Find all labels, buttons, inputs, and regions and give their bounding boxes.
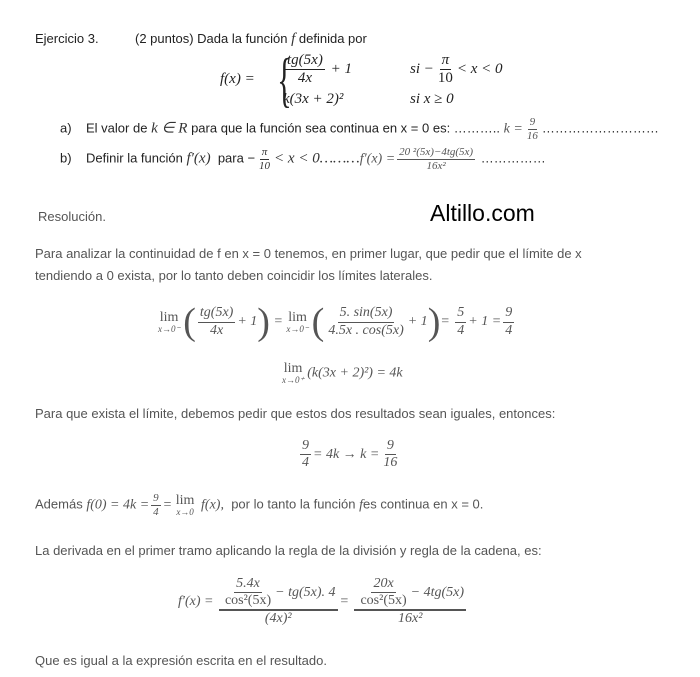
eq4-id2: cos²(5x)	[360, 593, 407, 609]
lim-label-2: lim	[288, 309, 307, 325]
piece2: k(3x + 2)²	[283, 91, 344, 107]
eq3-bn: 9	[385, 438, 396, 455]
lim2-label: lim	[283, 361, 303, 376]
eq4-den2: 16x²	[398, 611, 423, 627]
qb-ten: 10	[259, 159, 271, 172]
qb-label: b)	[60, 150, 72, 166]
qb-answer-den: 16x²	[426, 159, 446, 172]
qb-pi: π	[261, 146, 268, 158]
cond1-den: 10	[437, 70, 453, 87]
eq1-num1: tg(5x)	[198, 305, 235, 322]
eq1-r2n: 9	[503, 305, 514, 322]
paragraph-6: Que es igual a la expresión escrita en el resultado.	[35, 653, 327, 668]
cond1-b: < x < 0	[456, 61, 503, 78]
intro-text: (2 puntos) Dada la función	[135, 31, 288, 46]
exercise-intro	[135, 31, 367, 48]
exercise-number: Ejercicio 3.	[35, 31, 99, 46]
eq1-r1d: 4	[457, 322, 465, 338]
eq4-id1: cos²(5x)	[224, 593, 272, 609]
qb-answer: f′(x) =	[359, 151, 396, 167]
condition2: si x ≥ 0	[410, 91, 454, 107]
eq4-den1: (4x)²	[264, 611, 292, 627]
eq1-plus1: + 1	[237, 314, 258, 330]
eq3-bd: 16	[383, 455, 398, 471]
eq1-den1: 4x	[210, 322, 224, 338]
paragraph-5: La derivada en el primer tramo aplicando la regla de la división y regla de la cadena, es:	[35, 543, 542, 558]
lim-sub-2: x→0⁻	[286, 323, 309, 334]
equation-k	[298, 438, 401, 471]
lim-label: lim	[159, 309, 179, 325]
eq1-r1n: 5	[455, 305, 466, 322]
cond1-a: si −	[410, 61, 434, 78]
eq4-rest2: − 4tg(5x)	[410, 584, 465, 600]
piece1	[283, 52, 352, 88]
lim-sub: x→0⁻	[158, 323, 181, 334]
piece1-den: 4x	[297, 70, 312, 87]
eq4-rest1: − tg(5x). 4	[275, 584, 336, 600]
p4-m2: =	[162, 497, 173, 513]
intro-text-2: definida por	[298, 31, 367, 46]
resolution-heading: Resolución.	[38, 209, 106, 224]
eq1-num2: 5. sin(5x)	[338, 305, 395, 322]
eq1-r2d: 4	[505, 322, 513, 338]
piece1-num: tg(5x)	[285, 52, 325, 70]
eq3-mid: = 4k → k =	[313, 446, 380, 462]
equation-left-limit: lim x→0⁻ ( $\frac{tg(5x)}{4x}$ + 1) = lim x→0⁻ ( $\frac{5. \sin(5x)}{4.5x . \cos(5x)}$ + 1)= $\frac{5}{4}$ + 1 = $\frac{9}{4}$	[158, 301, 513, 343]
eq3-ad: 4	[302, 455, 309, 471]
qa-dots: ………………………	[541, 120, 659, 136]
qb-text2: para −	[217, 150, 256, 166]
eq3-an: 9	[300, 438, 311, 455]
p4-f: f	[359, 497, 364, 513]
p4-sub: x→0	[176, 506, 194, 517]
piece1-plus: + 1	[330, 61, 352, 78]
p4-m1: f(0) = 4k =	[86, 497, 150, 513]
f-symbol: f	[291, 31, 296, 47]
equation-right-limit	[282, 362, 403, 385]
eq2-expr: (k(3x + 2)²) = 4k	[307, 365, 403, 381]
lim2-sub: x→0⁺	[282, 375, 305, 385]
eq1-plus2: + 1	[407, 314, 428, 330]
qb-fprime: f′(x)	[186, 150, 211, 167]
eq4-eq: =	[339, 593, 349, 609]
p4-n: 9	[153, 492, 159, 504]
paragraph-1: Para analizar la continuidad de f en x = 0 tenemos, en primer lugar, que pedir que el límite de x	[35, 246, 582, 261]
qb-text3: < x < 0………	[274, 150, 360, 167]
cond1-num: π	[440, 52, 452, 70]
question-b	[60, 146, 546, 172]
eq1-equals: =	[273, 314, 283, 330]
p4-t2: por lo tanto la función	[231, 496, 356, 512]
question-a	[60, 116, 659, 142]
qb-text1: Definir la función	[86, 150, 183, 166]
eq4-in2: 20x	[371, 576, 395, 593]
eq1-den2: 4.5x . cos(5x)	[328, 322, 404, 338]
eq4-in1: 5.4x	[234, 576, 262, 593]
p4-d: 4	[153, 505, 159, 518]
condition1	[410, 52, 503, 88]
qa-k: k ∈ R	[151, 120, 188, 137]
paragraph-2: tendiendo a 0 exista, por lo tanto deben coincidir los límites laterales.	[35, 268, 433, 283]
eq4-fp: f′(x) =	[178, 593, 214, 609]
qa-answer-den: 16	[526, 129, 538, 142]
fx-label: f(x) =	[220, 71, 255, 87]
p4-lim: lim	[175, 492, 195, 508]
paragraph-4	[35, 492, 483, 518]
p4-t1: Además	[35, 496, 83, 512]
qb-answer-num: 20 ²(5x)−4tg(5x)	[399, 146, 474, 158]
qa-text2: para que la función sea continua en x = 0 es: ………..	[191, 120, 501, 136]
p4-m3: f(x),	[201, 497, 224, 513]
eq1-mid: + 1 =	[468, 314, 502, 330]
p4-t3: es continua en x = 0.	[363, 496, 484, 512]
paragraph-3: Para que exista el límite, debemos pedir que estos dos resultados sean iguales, entonces:	[35, 406, 556, 421]
qa-text1: El valor de	[86, 120, 148, 136]
qa-answer-num: 9	[529, 116, 536, 128]
watermark-altillo: Altillo.com	[430, 200, 535, 226]
qa-label: a)	[60, 120, 72, 136]
qa-answer: k =	[503, 121, 523, 137]
equation-derivative	[178, 576, 468, 627]
brace: {	[277, 47, 292, 113]
qb-dots: ……………	[480, 150, 546, 166]
